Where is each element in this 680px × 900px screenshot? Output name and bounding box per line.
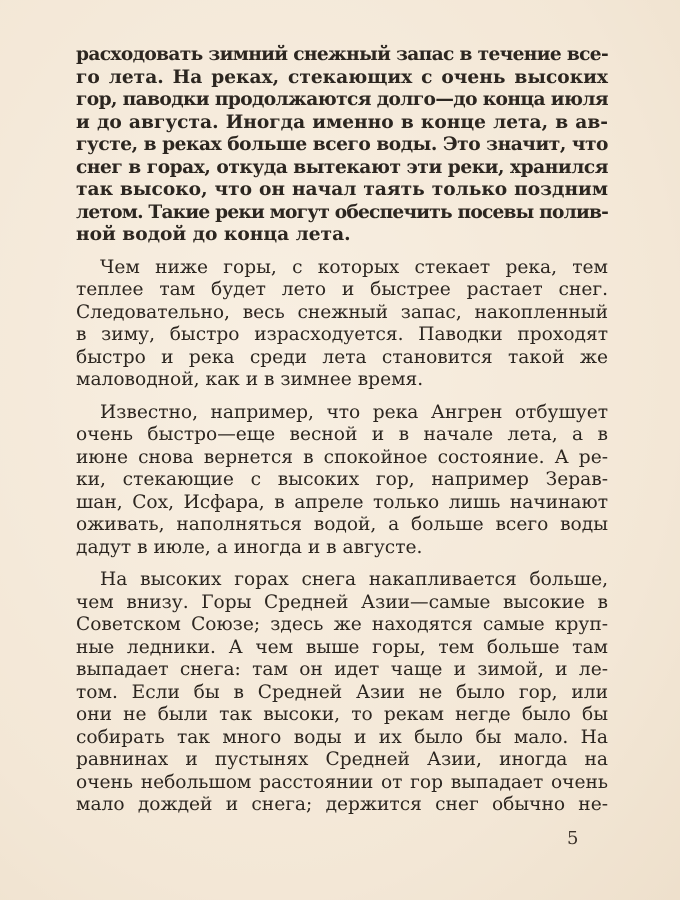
text-line: шан, Сох, Исфара, в апреле только лишь начинают: [76, 491, 608, 513]
paragraph-2: [76, 257, 608, 392]
text-line: ные ледники. А чем выше горы, тем больше там: [76, 636, 608, 658]
text-line: быстро и река среди лета становится такой же: [76, 346, 608, 368]
text-line: в зиму, быстро израсходуется. Паводки проходят: [76, 324, 608, 345]
text-line: Чем ниже горы, с которых стекает река, тем: [100, 256, 608, 278]
text-line: го лета. На реках, стекающих с очень высоких: [76, 66, 608, 88]
paragraph-4: [76, 569, 608, 817]
text-line: выпадает снега: там он идет чаще и зимой, и ле-: [76, 659, 608, 680]
text-line: снег в горах, откуда вытекают эти реки, хранился: [76, 156, 608, 178]
text-line: очень небольшом расстоянии от гор выпадает очень: [76, 771, 608, 793]
text-line: теплее там будет лето и быстрее растает снег.: [76, 279, 608, 300]
text-line: Известно, например, что река Ангрен отбушует: [100, 401, 608, 423]
text-line: очень быстро—еще весной и в начале лета, а в: [76, 424, 608, 445]
text-line: собирать так много воды и их было бы мало. На: [76, 726, 608, 748]
text-line: оживать, наполняться водой, а больше всего воды: [76, 514, 608, 535]
text-line: ки, стекающие с высоких гор, например Зерав-: [76, 469, 608, 490]
text-line: Следовательно, весь снежный запас, накопленный: [76, 301, 608, 323]
text-line: они не были так высоки, то рекам негде было бы: [76, 704, 608, 725]
text-line: так высоко, что он начал таять только поздним: [76, 179, 608, 200]
text-line: маловодной, как и в зимнее время.: [76, 369, 424, 390]
text-line: мало дождей и снега; держится снег обычно не-: [76, 794, 608, 815]
text-line: На высоких горах снега накапливается больше,: [100, 569, 608, 590]
text-line: июне снова вернется в спокойное состояние. А ре-: [76, 446, 608, 468]
text-line: и до августа. Иногда именно в конце лета, в ав-: [76, 111, 608, 133]
text-line: расходовать зимний снежный запас в течение все-: [76, 44, 609, 65]
text-line: равнинах и пустынях Средней Азии, иногда на: [76, 749, 608, 770]
text-line: летом. Такие реки могут обеспечить посевы полив-: [76, 201, 608, 223]
paragraph-1: [76, 44, 608, 247]
page-number: 5: [567, 828, 579, 849]
text-line: том. Если бы в Средней Азии не было гор, или: [76, 681, 608, 703]
text-line: дадут в июле, а иногда и в августе.: [76, 536, 423, 558]
text-line: ной водой до конца лета.: [76, 224, 351, 245]
text-line: чем внизу. Горы Средней Азии—самые высокие в: [76, 591, 608, 613]
text-line: Советском Союзе; здесь же находятся самые круп-: [76, 614, 608, 635]
paragraph-3: [76, 402, 608, 560]
body-text: [76, 44, 608, 817]
text-line: густе, в реках больше всего воды. Это значит, что: [76, 134, 608, 155]
text-line: гор, паводки продолжаются долго—до конца июля: [76, 89, 608, 110]
